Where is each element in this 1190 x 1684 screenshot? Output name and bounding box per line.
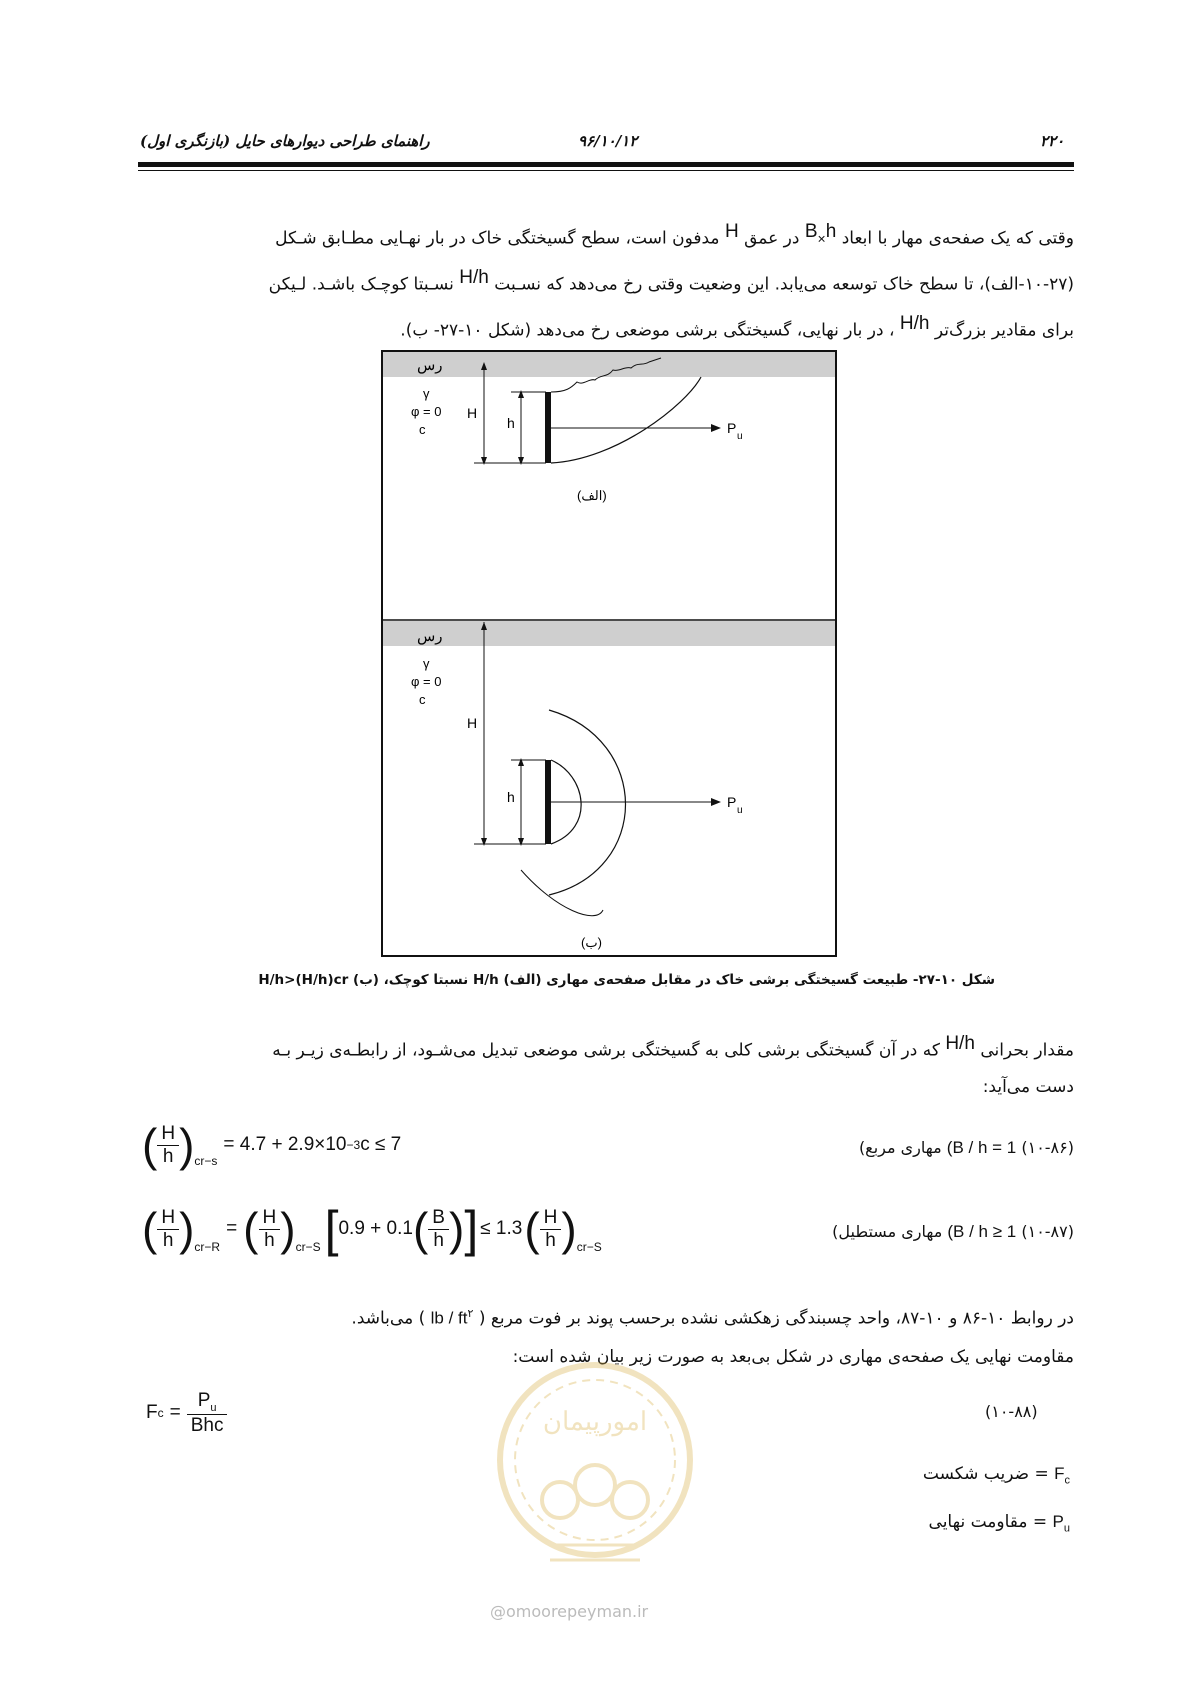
def-pu-sym: P	[1052, 1512, 1064, 1531]
intro-text-2a: (۱۰-۲۷-الف)، تا سطح خاک توسعه می‌یابد. این وضعیت وقتی رخ می‌دهد که نسـبت	[494, 274, 1074, 295]
eq87-le: ≤ 1.3	[480, 1218, 523, 1239]
note1-text-b: ) می‌باشد.	[351, 1308, 426, 1329]
intro-depth: H	[724, 221, 739, 242]
load-arrowhead-a	[711, 424, 721, 432]
eq87-coef: 0.9 + 0.1	[338, 1218, 413, 1239]
eq87-eq: =	[226, 1218, 238, 1239]
arrowhead-H-bot-a	[481, 457, 487, 465]
intro-line-3	[138, 302, 1074, 353]
critical-text-1b: که در آن گسیختگی برشی کلی به گسیختگی برشی موضعی تبدیل می‌شـود، از رابطـه‌ی زیـر بـه	[272, 1040, 940, 1061]
equation-87-label	[700, 1222, 1074, 1242]
anchor-plate-b	[545, 760, 551, 844]
header-rule-thin	[138, 170, 1074, 171]
critical-text-1a: مقدار بحرانی	[980, 1040, 1074, 1061]
intro-dim-h: h	[825, 221, 837, 242]
note1-unit: lb / ft	[430, 1308, 468, 1328]
arrowhead-H-bot-b	[481, 838, 487, 846]
intro-line-1	[138, 210, 1074, 261]
gamma-label-b: γ	[423, 656, 430, 671]
anchor-plate-a	[545, 392, 551, 463]
eq87-sub-s-2: cr−S	[576, 1240, 602, 1254]
eq87-den-1: h	[162, 1229, 174, 1251]
panel-label-a: (الف)	[577, 488, 607, 503]
eq87-num-1: H	[157, 1207, 179, 1230]
equation-87: ( $\frac{H}{h}$ ) cr−R = ( $\frac{H}{h}$ ) cr−S [ 0.9 + 0.1 ( $\frac{B}{h}$ ) ] ≤ 1.3 ( $\frac{H}{h}$ ) cr−S	[142, 1201, 602, 1257]
eq86-num: H	[157, 1123, 179, 1146]
intro-line-2	[138, 256, 1074, 307]
caption-mid: نسبتا کوچک، (ب)	[353, 972, 469, 988]
caption-condition: H/h>(H/h)cr	[258, 972, 349, 988]
eq86-exp: −3	[346, 1138, 361, 1152]
H-label-b: H	[467, 715, 478, 731]
header-date: ۹۶/۱۰/۱۲	[578, 132, 638, 150]
eq87-cond: (B / h ≥ 1	[947, 1222, 1017, 1241]
eq87-num-3: H	[540, 1207, 562, 1230]
equation-88-label: (۱۰-۸۸)	[985, 1402, 1038, 1421]
eq87-number: (۱۰-۸۷)	[1021, 1222, 1074, 1241]
eq88-num-sub: u	[210, 1401, 217, 1414]
equation-88: F c = $\frac{P_u}{\text{Bhc}}$	[146, 1390, 227, 1437]
eq87-desc: مهاری مستطیل)	[832, 1222, 943, 1241]
eq88-lhs-sub: c	[157, 1406, 164, 1421]
eq87-den-3: h	[545, 1229, 556, 1251]
intro-text-3b: ، در بار نهایی، گسیختگی برشی موضعی رخ می‌دهد (شکل ۱۰-۲۷- ب).	[400, 320, 895, 341]
intro-ratio: H/h	[459, 267, 489, 288]
eq88-num: P	[197, 1390, 211, 1411]
equation-86-label	[700, 1138, 1074, 1158]
intro-dim-b: B	[804, 221, 818, 242]
eq87-b-num: B	[428, 1207, 449, 1230]
failure-arc-lower-b	[521, 870, 603, 916]
definition-pu	[700, 1500, 1070, 1550]
intro-text-1a: وقتی که یک صفحه‌ی مهار با ابعاد	[841, 228, 1074, 249]
def-fc-text: = ضریب شکست	[922, 1464, 1049, 1484]
intro-text-3a: برای مقادیر بزرگ‌تر	[934, 320, 1074, 341]
def-fc-sub: c	[1064, 1474, 1070, 1487]
equation-86-lhs: ( $\frac{H}{h}$ ) cr−s = 4.7 + 2.9×10 −3 c ≤ 7	[142, 1119, 402, 1171]
watermark-logo-text: امورپیمان	[542, 1406, 648, 1436]
caption-prefix: شکل ۱۰-۲۷- طبیعت گسیختگی برشی خاک در مقابل صفحه‌ی مهاری (الف)	[503, 972, 995, 988]
resistance-note: مقاومت نهایی یک صفحه‌ی مهاری در شکل بی‌بعد به صورت زیر بیان شده است:	[512, 1347, 1074, 1367]
h-label-b: h	[507, 789, 515, 805]
intro-text-1b: در عمق	[744, 228, 800, 249]
soil-label-a: رس	[417, 357, 443, 374]
eq86-den: h	[162, 1145, 174, 1167]
watermark-site: @omoorepeyman.ir	[490, 1602, 649, 1621]
arrowhead-h-bot-b	[518, 838, 524, 846]
definition-fc	[700, 1452, 1070, 1502]
soil-surface-band-b	[383, 621, 835, 646]
load-arrowhead-b	[711, 798, 721, 806]
critical-line-2: دست می‌آید:	[982, 1077, 1074, 1097]
eq86-sub: cr−s	[194, 1154, 218, 1168]
def-pu-text: = مقاومت نهایی	[928, 1512, 1048, 1532]
eq88-lhs: F	[146, 1402, 158, 1424]
phi-label-a: φ = 0	[411, 404, 442, 419]
header-rule-thick	[138, 162, 1074, 167]
eq87-sub-r: cr−R	[194, 1240, 221, 1254]
units-note	[138, 1292, 1074, 1341]
eq87-b-den: h	[433, 1229, 444, 1251]
arrowhead-h-top-b	[518, 758, 524, 766]
eq87-num-2: H	[259, 1207, 281, 1230]
page-number: ۲۲۰	[1040, 132, 1065, 150]
watermark-logo	[480, 1350, 710, 1590]
figure-anchor-failure	[381, 350, 837, 957]
arrowhead-h-top-a	[518, 390, 524, 398]
eq86-desc: مهاری مربع)	[858, 1138, 942, 1157]
eq88-den: Bhc	[190, 1414, 224, 1436]
figure-caption	[200, 972, 995, 988]
intro-text-1c: مدفون است، سطح گسیختگی خاک در بار نهـایی مطـابق شـکل	[275, 228, 720, 249]
caption-ratio: H/h	[472, 972, 499, 988]
watermark-site-text: omoorepeyman.ir	[506, 1602, 649, 1621]
figure-frame	[382, 351, 836, 956]
load-sub-b: u	[737, 805, 743, 816]
eq87-sub-s-1: cr−S	[295, 1240, 321, 1254]
load-label-a: P	[727, 420, 737, 436]
note1-text-a: در روابط ۱۰-۸۶ و ۱۰-۸۷، واحد چسبندگی زهکشی نشده برحسب پوند بر فوت مربع (	[478, 1308, 1074, 1329]
def-fc-sym: F	[1054, 1464, 1065, 1483]
intro-text-2b: نسـبتا کوچـک باشـد. لـیکن	[268, 274, 454, 295]
panel-label-b: (ب)	[581, 935, 602, 950]
eq86-rhs: = 4.7 + 2.9×10	[223, 1134, 347, 1155]
load-sub-a: u	[737, 431, 743, 442]
load-label-b: P	[727, 794, 737, 810]
eq86-rhs2: c ≤ 7	[360, 1134, 402, 1155]
note1-exp: ۲	[467, 1307, 474, 1320]
critical-ratio: H/h	[945, 1033, 975, 1054]
h-label-a: h	[507, 415, 515, 431]
intro-times: ×	[817, 230, 826, 247]
eq87-den-2: h	[264, 1229, 275, 1251]
gamma-label-a: γ	[423, 386, 430, 401]
arrowhead-h-bot-a	[518, 457, 524, 465]
eq86-cond: (B / h = 1	[946, 1138, 1017, 1157]
intro-ratio-2: H/h	[899, 313, 930, 334]
c-label-a: c	[419, 422, 426, 437]
failure-surface-a	[551, 377, 701, 463]
H-label-a: H	[467, 405, 478, 421]
phi-label-b: φ = 0	[411, 674, 442, 689]
c-label-b: c	[419, 692, 426, 707]
header-book-title: راهنمای طراحی دیوارهای حایل (بازنگری اول)	[140, 132, 430, 150]
eq86-number: (۱۰-۸۶)	[1021, 1138, 1074, 1157]
soil-label-b: رس	[417, 628, 443, 645]
def-pu-sub: u	[1063, 1522, 1070, 1535]
